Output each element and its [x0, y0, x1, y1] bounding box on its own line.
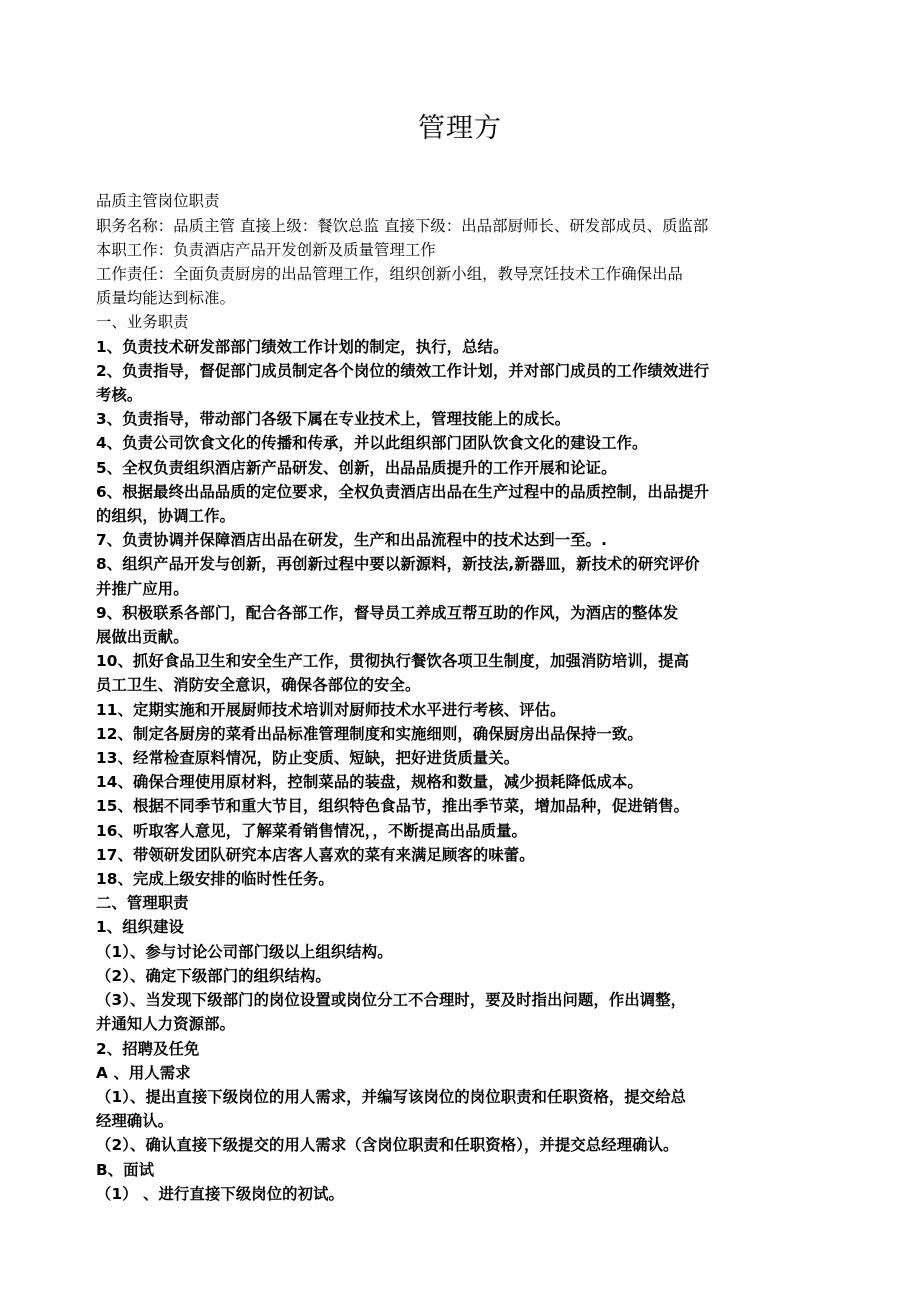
document-line: 12、制定各厨房的菜肴出品标准管理制度和实施细则，确保厨房出品保持一致。 — [96, 724, 643, 743]
document-line: 3、负责指导，带动部门各级下属在专业技术上，管理技能上的成长。 — [96, 410, 571, 429]
document-line: 展做出贡献。 — [96, 628, 189, 647]
document-line: 13、经常检查原料情况，防止变质、短缺，把好进货质量关。 — [96, 749, 520, 768]
document-body — [0, 189, 920, 1206]
document-line: （2）、确定下级部门的组织结构。 — [96, 966, 331, 985]
document-line: A 、用人需求 — [96, 1063, 191, 1082]
document-line: 9、积极联系各部门，配合各部工作，督导员工养成互帮互助的作风，为酒店的整体发 — [96, 603, 679, 622]
document-line: 1、负责技术研发部部门绩效工作计划的制定，执行，总结。 — [96, 337, 509, 356]
document-line: 7、负责协调并保障酒店出品在研发，生产和出品流程中的技术达到一至。. — [96, 531, 608, 550]
document-line: 15、根据不同季节和重大节目，组织特色食品节，推出季节菜，增加品种，促进销售。 — [96, 797, 690, 816]
document-line: （1）、参与讨论公司部门级以上组织结构。 — [96, 942, 393, 961]
document-line: 考核。 — [96, 386, 143, 405]
document-line: 6、根据最终出品品质的定位要求，全权负责酒店出品在生产过程中的品质控制，出品提升 — [96, 482, 710, 501]
document-line: 4、负责公司饮食文化的传播和传承，并以此组织部门团队饮食文化的建设工作。 — [96, 434, 648, 453]
document-line: 1、组织建设 — [96, 918, 185, 937]
document-line: 11、定期实施和开展厨师技术培训对厨师技术水平进行考核、评估。 — [96, 700, 566, 719]
document-line: 并推广应用。 — [96, 579, 189, 598]
document-line: （1）、提出直接下级岗位的用人需求，并编写该岗位的岗位职责和任职资格，提交给总 — [96, 1087, 687, 1106]
document-line: 18、完成上级安排的临时性任务。 — [96, 870, 334, 889]
document-line: 14、确保合理使用原材料，控制菜品的装盘，规格和数量，减少损耗降低成本。 — [96, 773, 643, 792]
page-title: 管理方 — [418, 113, 502, 144]
document-line: 员工卫生、消防安全意识，确保各部位的安全。 — [96, 676, 421, 695]
document-line: （3）、当发现下级部门的岗位设置或岗位分工不合理时，要及时指出问题，作出调整， — [96, 991, 687, 1010]
document-line: （1） 、进行直接下级岗位的初试。 — [96, 1184, 344, 1203]
document-line: 品质主管岗位职责 — [96, 192, 220, 211]
document-line: 8、组织产品开发与创新，再创新过程中要以新源料，新技法,新器皿，新技术的研究评价 — [96, 555, 700, 574]
document-line: 工作责任：全面负责厨房的出品管理工作，组织创新小组，教导烹饪技术工作确保出品 — [96, 265, 683, 283]
document-line: 2、招聘及任免 — [96, 1039, 200, 1058]
document-line: 2、负责指导，督促部门成员制定各个岗位的绩效工作计划，并对部门成员的工作绩效进行 — [96, 361, 710, 380]
document-line: 质量均能达到标准。 — [96, 289, 236, 308]
document-line: 16、听取客人意见，了解菜肴销售情况，，不断提高出品质量。 — [96, 821, 528, 840]
document-line: 职务名称：品质主管 直接上级：餐饮总监 直接下级：出品部厨师长、研发部成员、质监部 — [96, 216, 709, 235]
document-line: 17、带领研发团队研究本店客人喜欢的菜有来满足顾客的味蕾。 — [96, 845, 535, 864]
document-line: （2）、确认直接下级提交的用人需求（含岗位职责和任职资格），并提交总经理确认。 — [96, 1136, 679, 1155]
document-line: 10、抓好食品卫生和安全生产工作，贯彻执行餐饮各项卫生制度，加强消防培训，提高 — [96, 652, 690, 671]
document-line: 的组织，协调工作。 — [96, 507, 236, 526]
document-line: 并通知人力资源部。 — [96, 1015, 236, 1034]
document-line: B、面试 — [96, 1160, 155, 1179]
document-line: 本职工作：负责酒店产品开发创新及质量管理工作 — [96, 240, 436, 259]
document-line: 5、全权负责组织酒店新产品研发、创新，出品品质提升的工作开展和论证。 — [96, 458, 617, 477]
document-line: 二、管理职责 — [96, 894, 189, 913]
document-line: 一、业务职责 — [96, 313, 189, 332]
document-line: 经理确认。 — [96, 1112, 174, 1131]
